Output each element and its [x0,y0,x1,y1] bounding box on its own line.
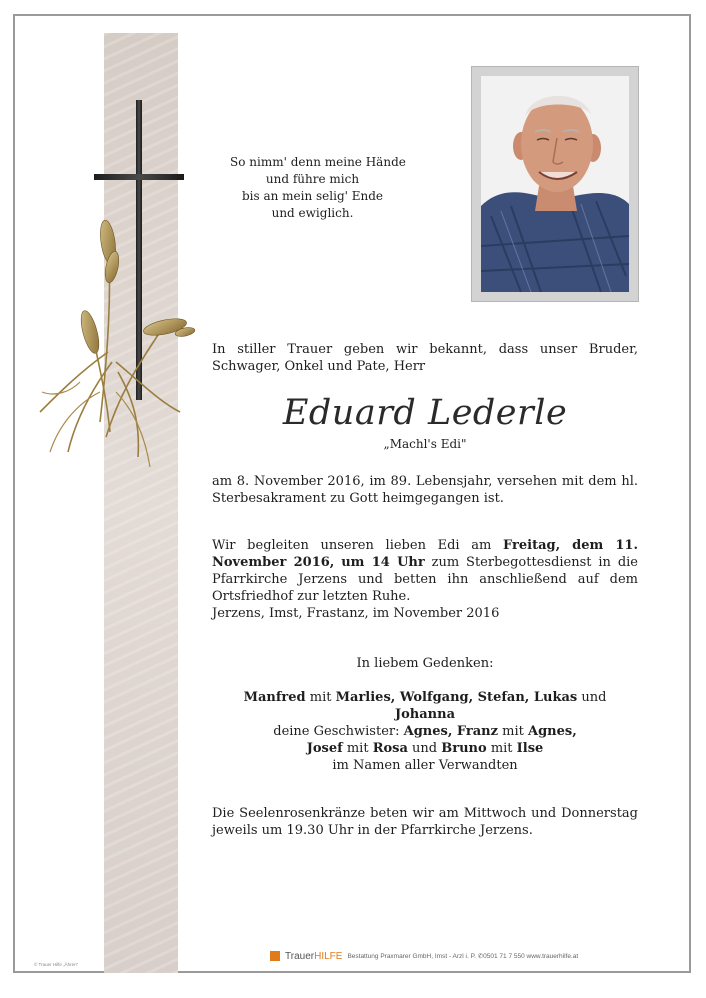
family-name: Marlies, Wolfgang, Stefan, Lukas [335,690,578,705]
deceased-nickname: „Machl's Edi" [383,437,467,451]
family-connector: mit [342,741,373,756]
family-connector: mit [486,741,517,756]
motto-line: und führe mich [265,172,360,186]
family-line [212,689,638,723]
motto-line: und ewiglich. [271,206,354,220]
family-line [212,740,638,757]
motto-line: So nimm' denn meine Hände [230,155,406,169]
family-name: Bruno [441,741,487,756]
trauerhilfe-logo-icon [270,951,280,961]
footer [270,948,578,964]
family-line: im Namen aller Verwandten [332,758,518,773]
death-notice-text: am 8. November 2016, im 89. Lebensjahr, versehen mit dem hl. Sterbesakrament zu Gott heimgegangen ist. [212,474,638,506]
funeral-time: um 14 Uhr [341,555,425,570]
funeral-text-part: Wir begleiten unseren lieben Edi am [212,538,504,553]
footer-logo-part: Trauer [285,950,315,962]
family-line [212,723,638,740]
family-name: Manfred [243,690,306,705]
footer-info: Bestattung Praxmarer GmbH, Imst - Arzl i. P. ✆0501 71 7 550 www.trauerhilfe.at [347,953,579,960]
funeral-text [212,537,638,605]
rosary-text: Die Seelenrosenkränze beten wir am Mittwoch und Donnerstag jeweils um 19.30 Uhr in der Pfarrkirche Jerzens. [212,806,638,838]
funeral-text-part: zum Sterbegottesdienst in die Pfarrkirche Jerzens und betten ihn anschließend auf dem Ortsfriedhof zur letzten Ruhe. [212,555,638,604]
family-name: Johanna [394,707,456,722]
family-name: Agnes, Franz [403,724,499,739]
family-name: Ilse [516,741,544,756]
family-name: Josef [306,741,343,756]
family-name: Rosa [372,741,408,756]
footer-logo-part: HILFE [314,950,343,962]
family-name: Agnes, [528,724,577,739]
portrait-frame [471,66,639,302]
motto-line: bis an mein selig' Ende [241,189,384,203]
family-connector: und [407,741,442,756]
deceased-name: Eduard Lederle [282,393,568,433]
footer-logo [285,951,342,962]
family-connector: mit [498,724,528,739]
family-list [212,689,638,774]
intro-text: In stiller Trauer geben wir bekannt, dass unser Bruder, Schwager, Onkel und Pate, Herr [212,342,638,374]
memory-heading: In liebem Gedenken: [356,656,494,671]
family-connector: deine Geschwister: [273,724,404,739]
cross-with-wheat-icon [20,92,220,492]
place-date-text: Jerzens, Imst, Frastanz, im November 2016 [212,606,500,621]
motto-verse [230,154,406,222]
family-connector: mit [305,690,336,705]
family-connector: und [577,690,607,705]
copyright-note: © Trauer Hilfe „Ähren" [34,962,79,967]
funeral-date: Freitag, dem 11. November 2016, [212,538,638,570]
portrait-photo [481,76,629,292]
